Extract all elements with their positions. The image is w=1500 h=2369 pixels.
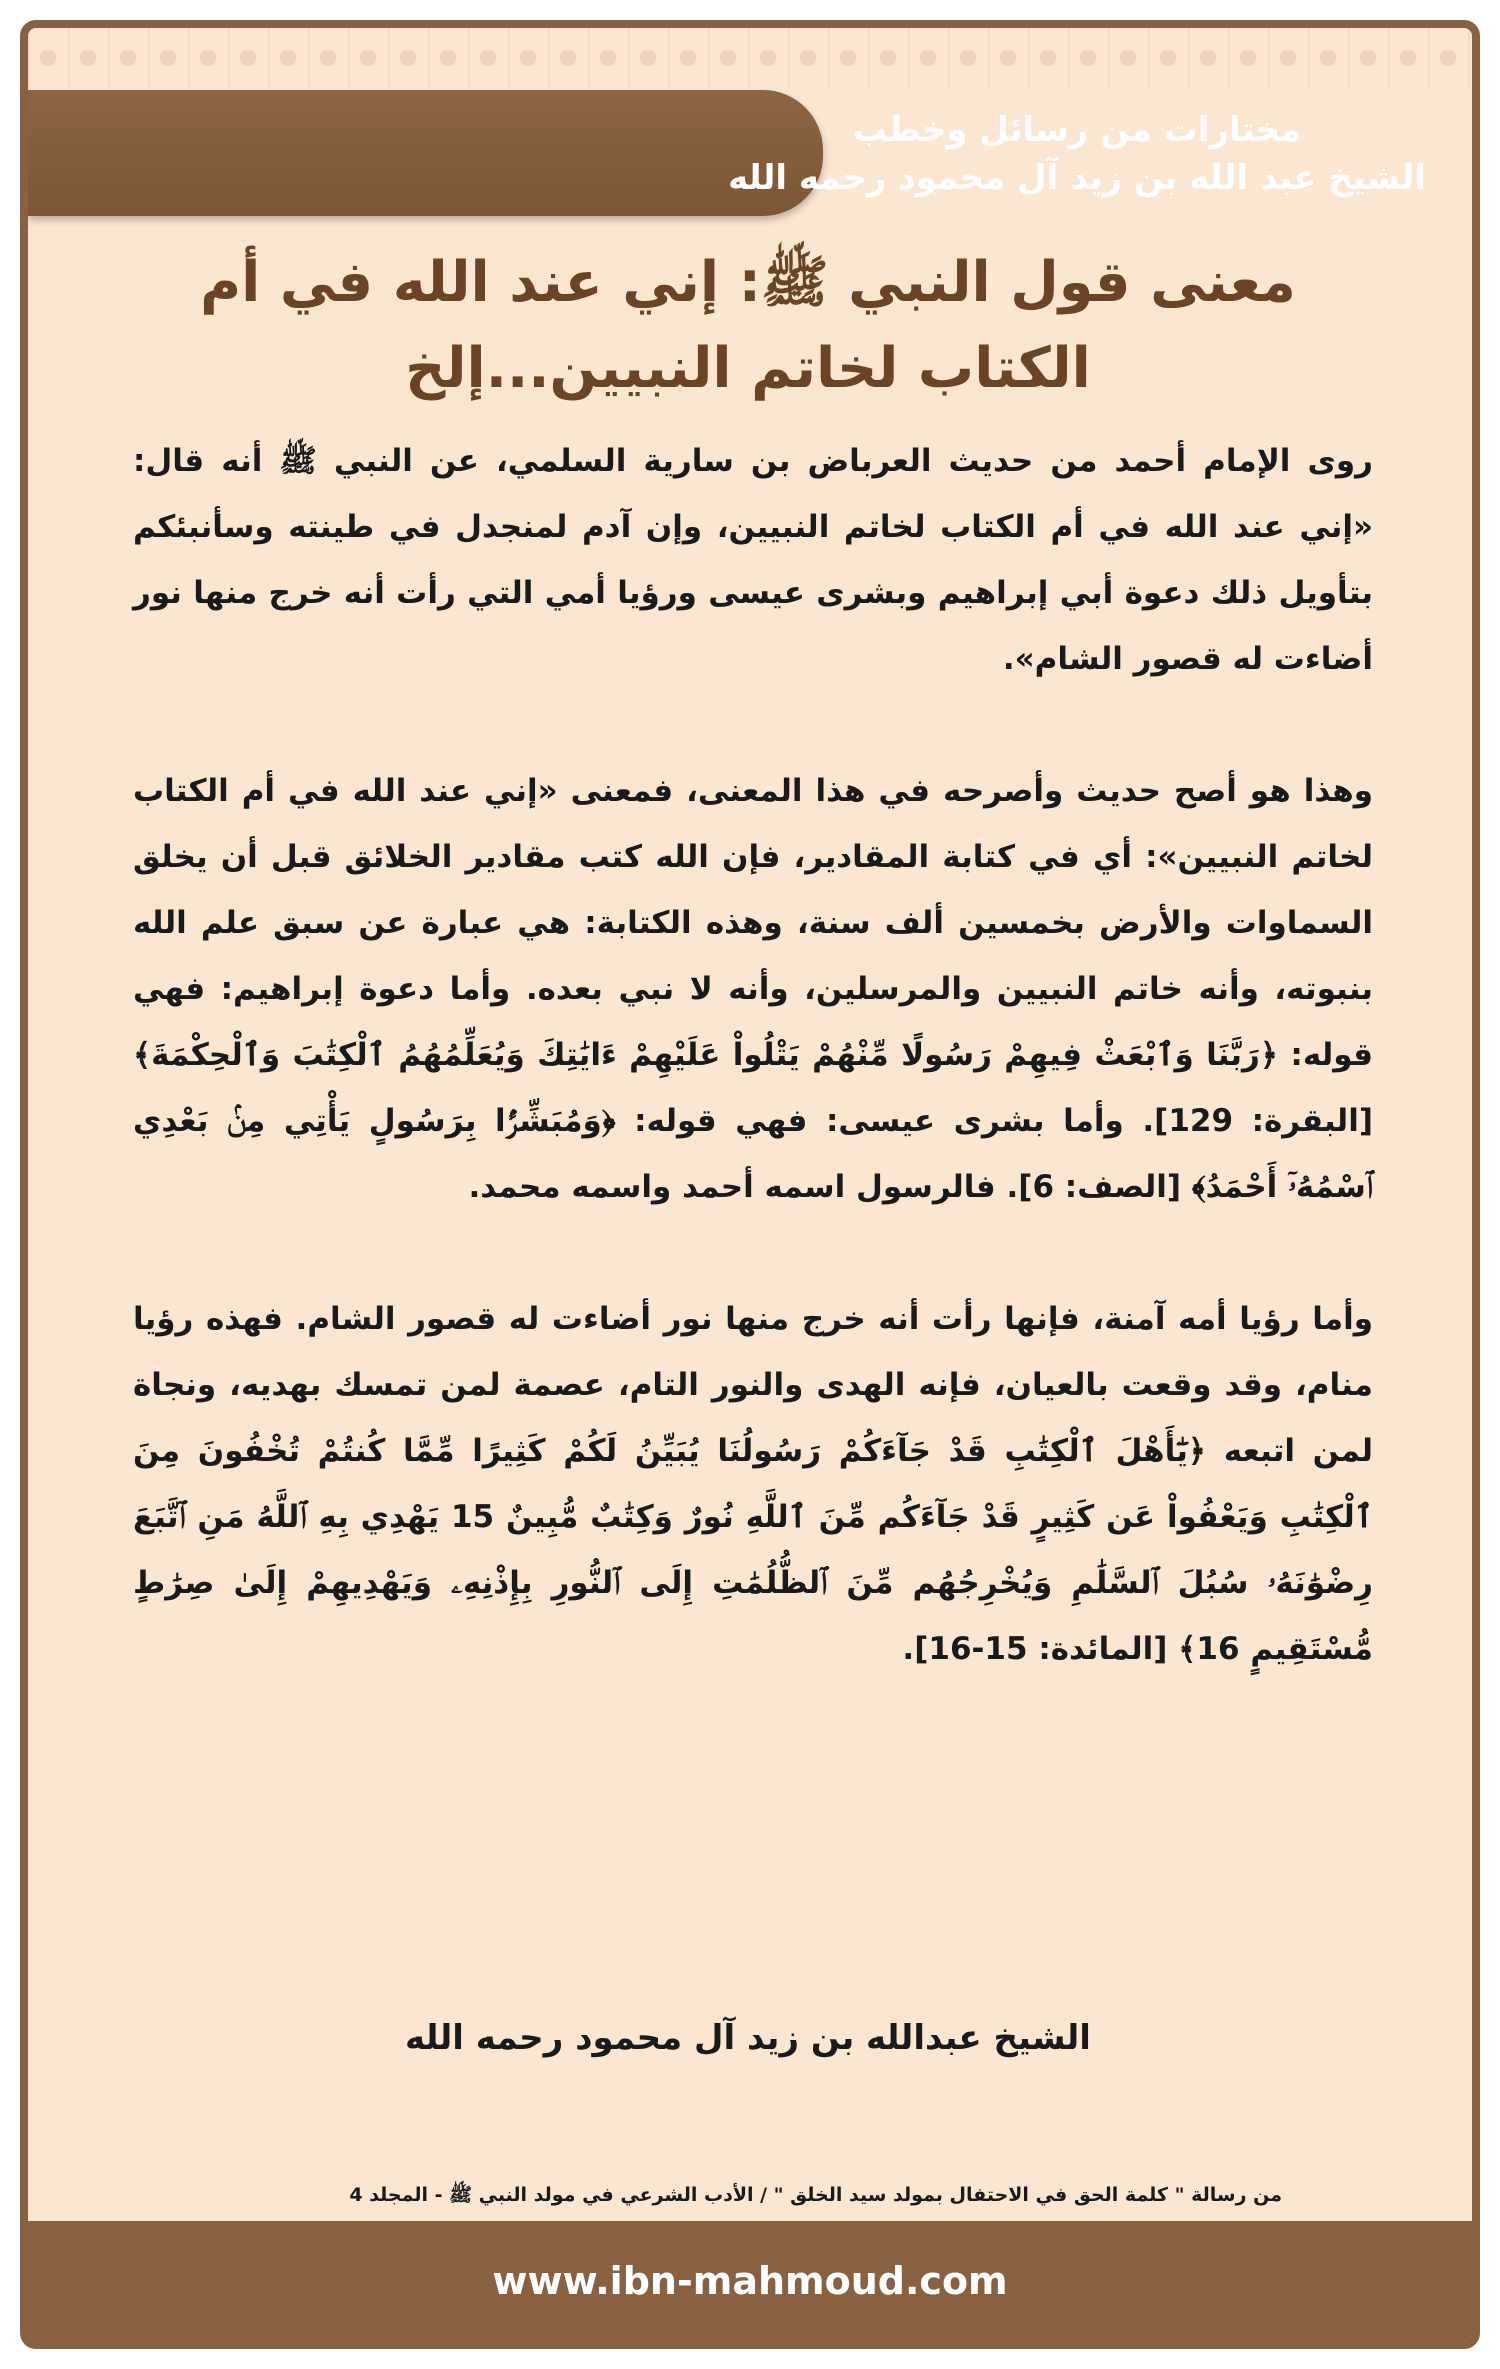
paragraph-vision: وأما رؤيا أمه آمنة، فإنها رأت أنه خرج منها نور أضاءت له قصور الشام. فهذه رؤيا منام، وقد وقعت بالعيان، فإنه الهدى والنور التام، عصمة لمن تمسك بهديه، ونجاة لمن اتبعه ﴿يَٰٓأَهْلَ ٱلْكِتَٰبِ قَدْ جَآءَكُمْ رَسُولُنَا يُبَيِّنُ لَكُمْ كَثِيرًا مِّمَّا كُنتُمْ تُخْفُونَ مِنَ ٱلْكِتَٰبِ وَيَعْفُواْ عَن كَثِيرٍ قَدْ جَآءَكُم مِّنَ ٱللَّهِ نُورٌ وَكِتَٰبٌ مُّبِينٌ 15 يَهْدِي بِهِ ٱللَّهُ مَنِ ٱتَّبَعَ رِضْوَٰنَهُۥ سُبُلَ ٱلسَّلَٰمِ وَيُخْرِجُهُم مِّنَ ٱلظُّلُمَٰتِ إِلَى ٱلنُّورِ بِإِذْنِهِۦ وَيَهْدِيهِمْ إِلَىٰ صِرَٰطٍ مُّسْتَقِيمٍ 16﴾ [المائدة: 15-16]. [133,1301,1373,1667]
article-body [133,428,1373,1682]
signature: الشيخ عبدالله بن زيد آل محمود رحمه الله [405,2018,1091,2058]
footer-band [28,2221,1472,2341]
paragraph-explanation: وهذا هو أصح حديث وأصرحه في هذا المعنى، فمعنى «إني عند الله في أم الكتاب لخاتم النبيين»: أي في كتابة المقادير، فإن الله كتب مقادير الخلائق قبل أن يخلق السماوات والأرض بخمسين ألف سنة، وهذه الكتابة: هي عبارة عن سبق علم الله بنبوته، وأنه خاتم النبيين والمرسلين، وأنه لا نبي بعده. وأما دعوة إبراهيم: فهي قوله: ﴿رَبَّنَا وَٱبْعَثْ فِيهِمْ رَسُولًا مِّنْهُمْ يَتْلُواْ عَلَيْهِمْ ءَايَٰتِكَ وَيُعَلِّمُهُمُ ٱلْكِتَٰبَ وَٱلْحِكْمَةَ﴾ [البقرة: 129]. وأما بشرى عيسى: فهي قوله: ﴿وَمُبَشِّرًۢا بِرَسُولٍ يَأْتِي مِنۢ بَعْدِي ٱسْمُهُۥٓ أَحْمَدُ﴾ [الصف: 6]. فالرسول اسمه أحمد واسمه محمد. [133,773,1373,1205]
header [697,106,1457,202]
website-link[interactable]: www.ibn-mahmoud.com [492,2259,1008,2303]
paragraph-hadith: روى الإمام أحمد من حديث العرباض بن سارية السلمي، عن النبي ﷺ أنه قال: «إني عند الله في أم الكتاب لخاتم النبيين، وإن آدم لمنجدل في طينته وسأنبئكم بتأويل ذلك دعوة أبي إبراهيم وبشرى عيسى ورؤيا أمي التي رأت أنه خرج منها نور أضاءت له قصور الشام». [133,443,1373,677]
page-title: معنى قول النبي ﷺ: إني عند الله في أم الكتاب لخاتم النبيين...إلخ [200,250,1296,401]
source-citation: من رسالة " كلمة الحق في الاحتفال بمولد سيد الخلق " / الأدب الشرعي في مولد النبي ﷺ - المجلد 4 [349,2184,1282,2206]
decorative-pattern [28,28,1472,88]
header-author: الشيخ عبد الله بن زيد آل محمود رحمه الله [728,158,1426,198]
header-series-title: مختارات من رسائل وخطب [852,110,1302,150]
page-frame [20,20,1480,2349]
